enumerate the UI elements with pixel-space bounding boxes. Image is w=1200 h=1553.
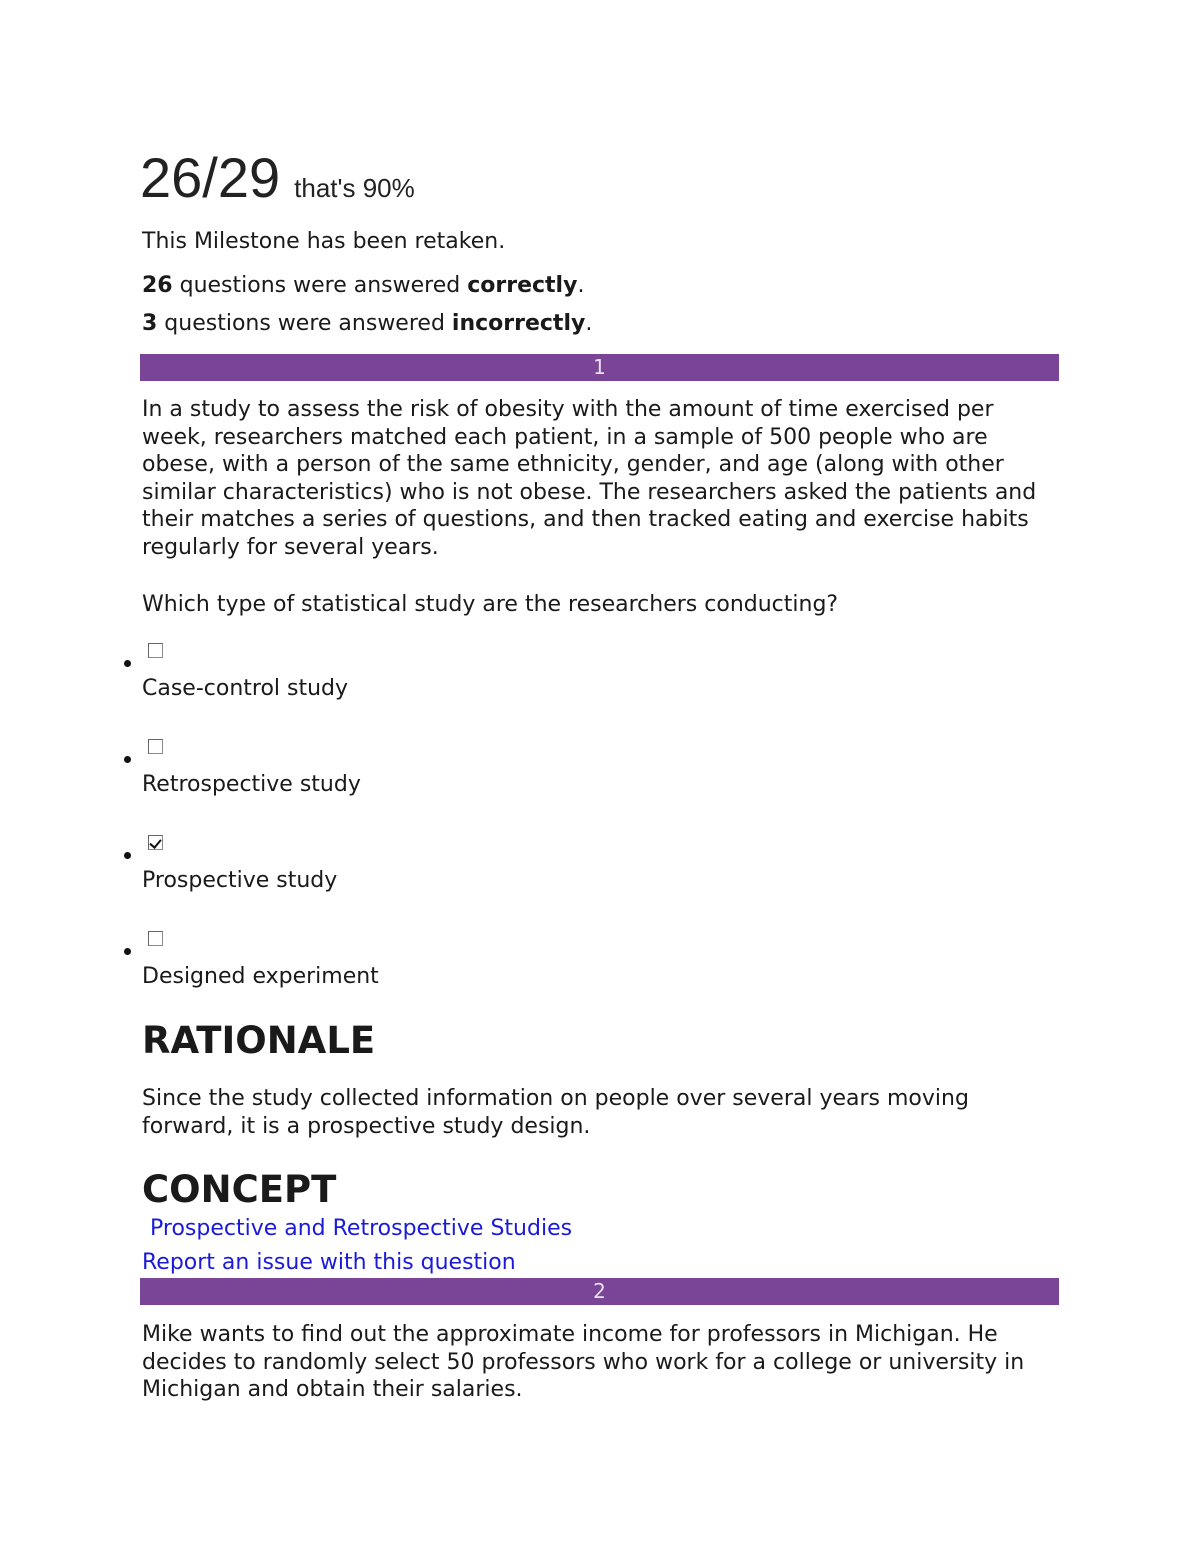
answer-checkbox[interactable] <box>148 739 163 754</box>
answer-option-label: Prospective study <box>142 868 338 893</box>
answer-option <box>124 643 724 733</box>
incorrect-word: incorrectly <box>451 311 586 336</box>
incorrect-period: . <box>585 311 593 336</box>
answer-option-selected <box>124 835 724 925</box>
concept-heading: CONCEPT <box>142 1168 337 1211</box>
question-text: Mike wants to find out the approximate income for professors in Michigan. He decides to randomly select 50 professors who work for a college or university in Michigan and obtain their salaries. <box>142 1322 1025 1403</box>
answer-checkbox[interactable] <box>148 931 163 946</box>
correct-word: correctly <box>467 273 578 298</box>
incorrect-middle-text: questions were answered <box>157 311 452 336</box>
score-fraction: 26/29 <box>140 146 281 209</box>
answer-checkbox-checked[interactable] <box>148 835 163 850</box>
incorrect-count: 3 <box>142 311 158 336</box>
question-number-bar: 1 <box>140 354 1059 381</box>
bullet-icon <box>124 852 131 859</box>
question-text: In a study to assess the risk of obesity with the amount of time exercised per week, researchers matched each patient, in a sample of 500 people who are obese, with a person of the same ethnicity, gender, and age (along with other similar characteristics) who is not obese. The researchers asked the patients and their matches a series of questions, and then tracked eating and exercise habits regularly for several years. <box>142 397 1037 560</box>
answer-option-label: Case-control study <box>142 676 349 701</box>
correct-count: 26 <box>142 273 173 298</box>
answer-option <box>124 739 724 829</box>
answer-option <box>124 931 724 1021</box>
score-percent: that's 90% <box>294 173 415 203</box>
incorrect-count-line <box>142 311 592 336</box>
question-number-bar: 2 <box>140 1278 1059 1305</box>
answer-checkbox[interactable] <box>148 643 163 658</box>
correct-period: . <box>577 273 585 298</box>
bullet-icon <box>124 660 131 667</box>
rationale-text: Since the study collected information on people over several years moving forward, it is a prospective study design. <box>142 1086 969 1139</box>
report-issue-link[interactable]: Report an issue with this question <box>142 1250 516 1275</box>
answer-option-label: Retrospective study <box>142 772 361 797</box>
concept-link[interactable]: Prospective and Retrospective Studies <box>150 1216 573 1241</box>
rationale-heading: RATIONALE <box>142 1019 376 1062</box>
retaken-notice: This Milestone has been retaken. <box>142 229 506 254</box>
correct-middle-text: questions were answered <box>172 273 468 298</box>
score-summary <box>140 140 415 216</box>
question-prompt: Which type of statistical study are the researchers conducting? <box>142 592 839 617</box>
correct-count-line <box>142 273 584 298</box>
answer-option-label: Designed experiment <box>142 964 379 989</box>
bullet-icon <box>124 948 131 955</box>
bullet-icon <box>124 756 131 763</box>
